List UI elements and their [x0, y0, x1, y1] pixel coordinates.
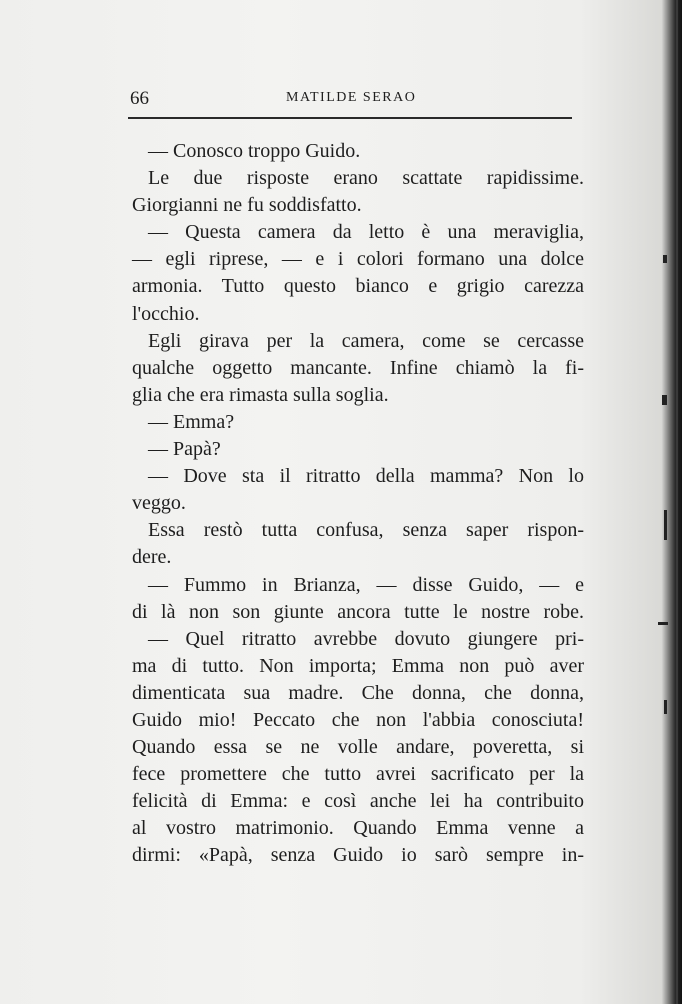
text-line: Guido mio! Peccato che non l'abbia conosciuta!: [132, 708, 584, 731]
text-line: armonia. Tutto questo bianco e grigio carezza: [132, 275, 584, 298]
scan-speck: [663, 255, 667, 263]
text-line: — Questa camera da letto è una meraviglia,: [148, 221, 584, 244]
text-line: — Fummo in Brianza, — disse Guido, — e: [148, 573, 584, 596]
scan-speck: [658, 622, 668, 625]
text-line: — Emma?: [148, 410, 235, 433]
text-line: ma di tutto. Non importa; Emma non può aver: [132, 654, 584, 677]
text-line: — Conosco troppo Guido.: [148, 140, 361, 162]
text-line: dirmi: «Papà, senza Guido io sarò sempre in-: [132, 844, 584, 867]
text-line: Essa restò tutta confusa, senza saper rispon-: [148, 519, 584, 542]
text-line: fece promettere che tutto avrei sacrificato per la: [132, 763, 584, 786]
text-line: al vostro matrimonio. Quando Emma venne a: [132, 817, 584, 840]
body-text: [132, 138, 584, 870]
text-line: di là non son giunte ancora tutte le nostre robe.: [132, 600, 584, 623]
scan-speck: [664, 700, 667, 714]
scan-speck: [662, 395, 667, 405]
text-line: Quando essa se ne volle andare, poveretta, si: [132, 736, 584, 759]
text-line: dimenticata sua madre. Che donna, che donna,: [132, 681, 584, 704]
running-title: MATILDE SERAO: [286, 90, 417, 105]
text-line: Le due risposte erano scattate rapidissime.: [148, 167, 584, 190]
text-line: qualche oggetto mancante. Infine chiamò la fi-: [132, 356, 584, 379]
page-header: [130, 88, 570, 112]
text-line: felicità di Emma: e così anche lei ha contribuito: [132, 790, 584, 813]
text-line: l'occhio.: [132, 302, 200, 325]
text-line: dere.: [132, 546, 172, 569]
header-rule: [128, 117, 572, 119]
page-number: 66: [130, 88, 149, 109]
text-line: — egli riprese, — e i colori formano una dolce: [132, 248, 584, 271]
text-line: — Quel ritratto avrebbe dovuto giungere pri-: [148, 627, 584, 650]
text-line: Giorgianni ne fu soddisfatto.: [132, 194, 362, 217]
scan-speck: [664, 510, 667, 540]
text-line: veggo.: [132, 492, 186, 515]
text-line: glia che era rimasta sulla soglia.: [132, 383, 389, 406]
text-line: — Dove sta il ritratto della mamma? Non lo: [148, 465, 584, 488]
page-edge-shadow: [676, 0, 678, 1004]
text-line: Egli girava per la camera, come se cercasse: [148, 329, 584, 352]
text-line: — Papà?: [148, 438, 221, 461]
